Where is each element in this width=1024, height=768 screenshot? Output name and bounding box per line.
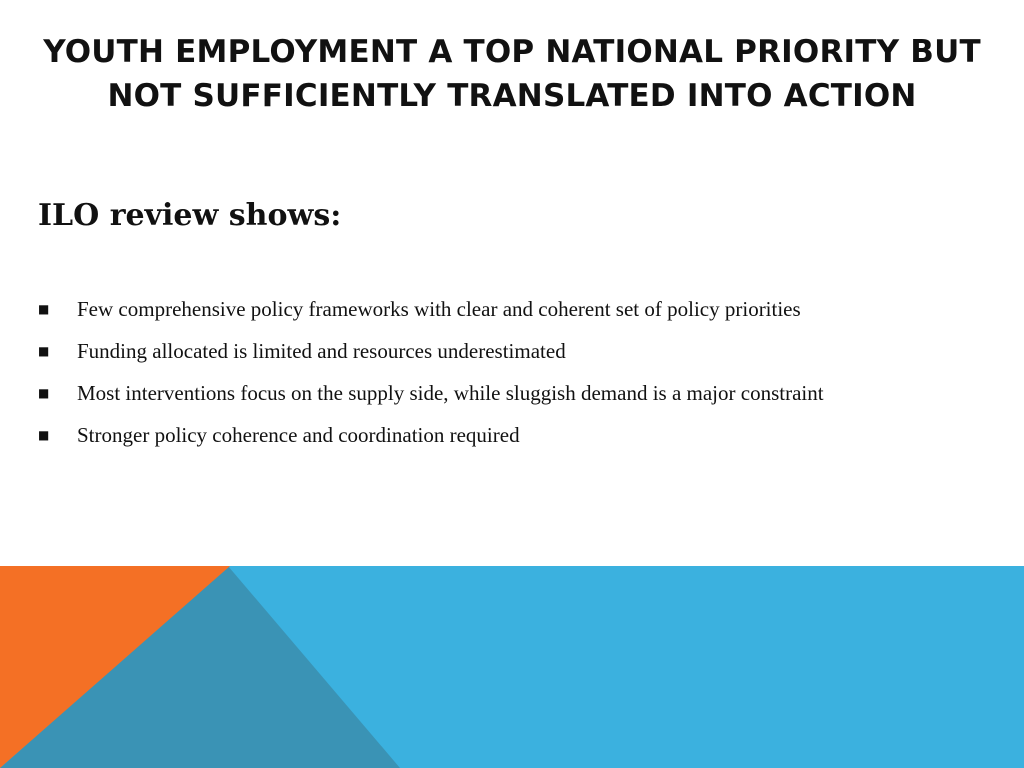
square-bullet-icon: ■ bbox=[38, 428, 50, 442]
square-bullet-icon: ■ bbox=[38, 386, 50, 400]
slide-title: YOUTH EMPLOYMENT A TOP NATIONAL PRIORITY BUT NOT SUFFICIENTLY TRANSLATED INTO ACTION bbox=[43, 34, 981, 114]
square-bullet-icon: ■ bbox=[38, 302, 50, 316]
decorative-footer-shapes bbox=[0, 566, 1024, 768]
bullet-text: Stronger policy coherence and coordination required bbox=[77, 423, 520, 447]
subheading: ILO review shows: bbox=[38, 198, 342, 233]
square-bullet-icon: ■ bbox=[38, 344, 50, 358]
bullet-item bbox=[38, 336, 980, 366]
bullet-text: Few comprehensive policy frameworks with clear and coherent set of policy priorities bbox=[77, 297, 801, 321]
bullet-list bbox=[38, 294, 980, 462]
bullet-item bbox=[38, 294, 980, 324]
bullet-item bbox=[38, 420, 980, 450]
bullet-item bbox=[38, 378, 980, 408]
bullet-text: Most interventions focus on the supply side, while sluggish demand is a major constraint bbox=[77, 381, 824, 405]
bullet-text: Funding allocated is limited and resources underestimated bbox=[77, 339, 566, 363]
